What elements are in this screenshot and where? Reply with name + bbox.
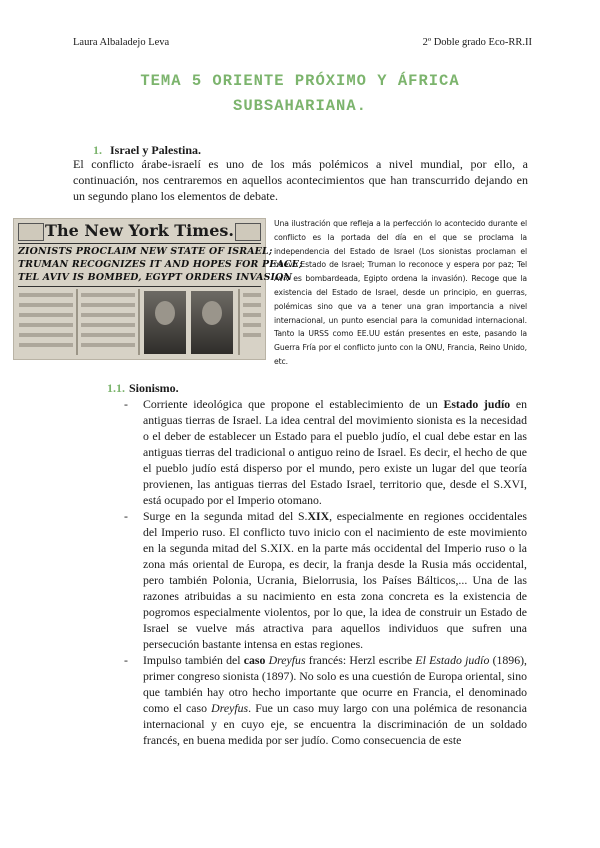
bullet-text: francés: Herzl escribe — [305, 653, 416, 667]
newspaper-rule — [18, 243, 261, 244]
bullet-italic-text: Dreyfus — [268, 653, 306, 667]
newspaper-column-rule — [238, 289, 240, 355]
newspaper-text-block — [81, 303, 135, 307]
bullet-text: Impulso también del — [143, 653, 244, 667]
portrait-face — [202, 301, 222, 325]
newspaper-headline-3: TEL AVIV IS BOMBED, EGYPT ORDERS INVASION — [18, 272, 293, 283]
bullet-bold-text: Estado judío — [443, 397, 511, 411]
list-item — [124, 508, 527, 652]
newspaper-text-block — [81, 323, 135, 327]
newspaper-photo-right — [191, 291, 233, 354]
newspaper-photo-left — [144, 291, 186, 354]
newspaper-text-block — [81, 313, 135, 317]
newspaper-text-block — [81, 293, 135, 297]
subsection-heading — [107, 381, 179, 396]
bullet-text: . Fue un caso muy largo con una polémica de resonancia internacional y en cuyo eje, se encuentra la discriminación de un soldado francés, en buena medida por ser judío. Como consecuencia de este — [143, 701, 527, 747]
newspaper-text-block — [81, 333, 135, 337]
newspaper-text-block — [19, 343, 73, 347]
header-course: 2º Doble grado Eco-RR.II — [422, 37, 532, 48]
bullet-bold-text: caso — [243, 653, 266, 667]
newspaper-text-block — [19, 333, 73, 337]
newspaper-text-block — [19, 293, 73, 297]
newspaper-text-block — [19, 323, 73, 327]
intro-paragraph: El conflicto árabe-israelí es uno de los más polémicos a nivel mundial, por ello, a continuación, nos centraremos en aquellos acontecimientos que han transcurrido dejando en un segundo plano los elementos de debate. — [73, 157, 528, 203]
newspaper-text-block — [81, 343, 135, 347]
newspaper-text-block — [243, 303, 261, 307]
newspaper-text-block — [19, 303, 73, 307]
bullet-bold-text: XIX — [307, 509, 330, 523]
newspaper-headline-1: ZIONISTS PROCLAIM NEW STATE OF ISRAEL; — [18, 246, 273, 257]
bullet-text: , especialmente en regiones occidentales del Imperio ruso. El conflicto tuvo inicio con el nacimiento de este movimiento en la segunda mitad del S.XIX. en la parte más occidental del Imperio ruso o la zona más oriental de Europa, es decir, la franja desde la Rusia más occidental, pero también Polonia, Ucrania, Bielorrusia, los Países Bálticos,... Una de las razones atribuidas a su nacimiento en esta zona concreta es la existencia de pogromos especialmente violentos, por lo que, la idea de construir un Estado de Israel se vuelve más atractiva para aquellos individuos que sufren una persecución bastante intensa en estas regiones. — [143, 509, 527, 651]
image-caption: Una ilustración que refleja a la perfección lo acontecido durante el conflicto es la portada del día en el que se proclama la independencia del Estado de Israel (Los sionistas proclaman el nuevo Estado de Israel; Truman lo reconoce y espera por paz; Tel Aviv es bombardeada, Egipto ordena la invasión). Recoge que la existencia del Estado de Israel, desde un principio, en guerras, polémicas sino que va a tener una gran importancia a nivel internacional, un punto esencial para la comunidad internacional. Tanto la URSS como EE.UU están presentes en este, pasando la Guerra Fría por el conflicto junto con la ONU, Francia, Reino Unido, etc. — [274, 219, 527, 366]
newspaper-column-rule — [138, 289, 140, 355]
newspaper-image — [13, 218, 303, 360]
bullet-dash: - — [124, 397, 128, 411]
bullet-text: en antiguas tierras de Israel. La idea central del movimiento sionista es la necesidad o el deber de establecer un Estado para el pueblo judío, el cual debe estar en las antiguas tierras del tradicional o antiguo reino de Israel. Es decir, el hecho de que el pueblo judío está disperso por el mundo, pero existe un lugar del que teoría provienen, las antiguas tierras del Estado Israel, territorio que, desde el S.XVI, está ocupado por el Imperio otomano. — [143, 397, 527, 507]
header-author: Laura Albaladejo Leva — [73, 37, 170, 48]
bullet-text: Corriente ideológica que propone el establecimiento de un — [143, 397, 444, 411]
newspaper-text-block — [243, 333, 261, 337]
list-item — [124, 652, 527, 748]
bullet-dash: - — [124, 653, 128, 667]
page-title-line2: SUBSAHARIANA. — [233, 97, 367, 115]
subsection-title: Sionismo. — [129, 381, 179, 395]
section-number: 1. — [93, 143, 102, 157]
page-title-line1: TEMA 5 ORIENTE PRÓXIMO Y ÁFRICA — [140, 72, 460, 90]
subsection-number: 1.1. — [107, 381, 125, 395]
bullet-italic-text: El Estado judío — [415, 653, 490, 667]
portrait-face — [155, 301, 175, 325]
newspaper-text-block — [243, 293, 261, 297]
newspaper-rule — [18, 286, 261, 287]
list-item — [124, 396, 527, 508]
bullet-text: Surge en la segunda mitad del S. — [143, 509, 308, 523]
newspaper-headline-2: TRUMAN RECOGNIZES IT AND HOPES FOR PEACE; — [18, 259, 303, 270]
bullet-dash: - — [124, 509, 128, 523]
bullet-list — [124, 396, 527, 748]
newspaper-text-block — [243, 313, 261, 317]
section-title: Israel y Palestina. — [110, 143, 201, 157]
newspaper-column-rule — [76, 289, 78, 355]
bullet-text: (1896), primer congreso sionista (1897). No solo es una cuestión de Europa oriental, sino que también hay otro hecho importante que ocurre en Francia, el denominado como el caso — [143, 653, 527, 715]
newspaper-text-block — [243, 323, 261, 327]
newspaper-text-block — [19, 313, 73, 317]
newspaper-masthead: The New York Times. — [45, 221, 234, 240]
bullet-italic-text: Dreyfus — [211, 701, 249, 715]
